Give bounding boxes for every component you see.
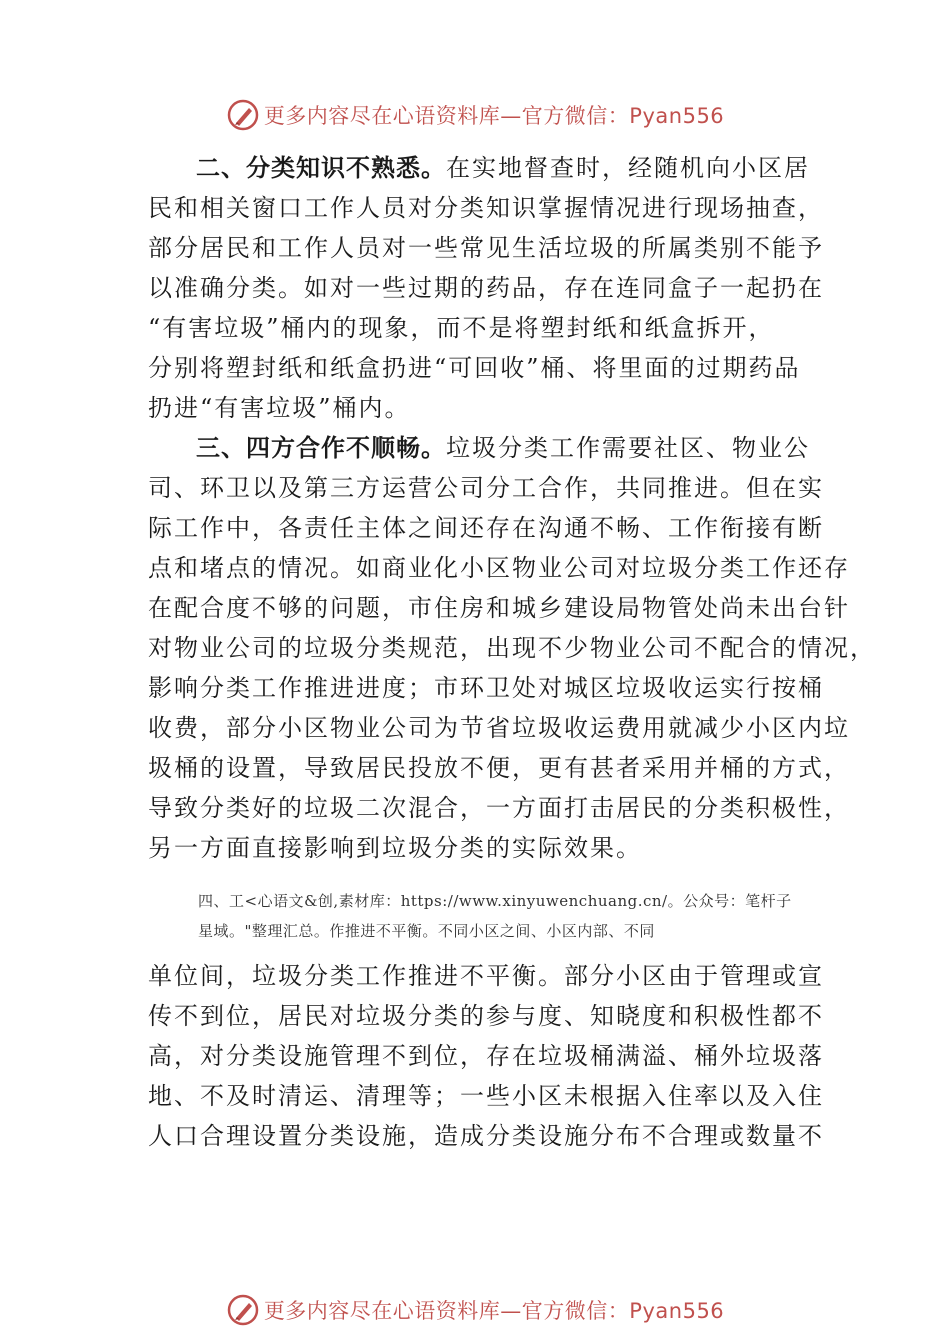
section-3-paragraph — [148, 428, 876, 868]
watermark-text: 更多内容尽在心语资料库—官方微信：Pyan556 — [263, 104, 725, 128]
footer-watermark — [0, 1290, 950, 1330]
pen-seal-icon — [226, 98, 260, 132]
section-2-line: 以准确分类。如对一些过期的药品，存在连同盒子一起扔在 — [148, 274, 824, 302]
section-3-line: 另一方面直接影响到垃圾分类的实际效果。 — [148, 834, 642, 862]
section-4-line: 传不到位，居民对垃圾分类的参与度、知晓度和积极性都不 — [148, 1002, 824, 1030]
section-2-line: 民和相关窗口工作人员对分类知识掌握情况进行现场抽查， — [148, 194, 824, 222]
section-3-line: 在配合度不够的问题，市住房和城乡建设局物管处尚未出台针 — [148, 594, 850, 622]
section-4-line: 地、不及时清运、清理等；一些小区未根据入住率以及入住 — [148, 1082, 824, 1110]
section-3-line: 圾桶的设置，导致居民投放不便，更有甚者采用并桶的方式， — [148, 754, 850, 782]
section-2-line: 在实地督查时，经随机向小区居 — [446, 154, 810, 182]
section-4-line: 人口合理设置分类设施，造成分类设施分布不合理或数量不 — [148, 1122, 824, 1150]
section-3-line: 际工作中，各责任主体之间还存在沟通不畅、工作衔接有断 — [148, 514, 824, 542]
section-2-line: 扔进“有害垃圾”桶内。 — [148, 394, 411, 422]
watermark-text: 更多内容尽在心语资料库—官方微信：Pyan556 — [263, 1299, 725, 1323]
section-3-line: 司、环卫以及第三方运营公司分工合作，共同推进。但在实 — [148, 474, 824, 502]
pen-seal-icon — [226, 1293, 260, 1327]
section-2-line: 部分居民和工作人员对一些常见生活垃圾的所属类别不能予 — [148, 234, 824, 262]
section-4-paragraph — [148, 956, 838, 1156]
header-watermark — [0, 95, 950, 135]
section-2-line: 分别将塑封纸和纸盒扔进“可回收”桶、将里面的过期药品 — [148, 354, 801, 382]
section-3-line: 收费，部分小区物业公司为节省垃圾收运费用就减少小区内垃 — [148, 714, 850, 742]
section-2-paragraph — [148, 148, 838, 428]
section-2-line: “有害垃圾”桶内的现象，而不是将塑封纸和纸盒拆开， — [148, 314, 775, 342]
section-4-source-note — [198, 886, 838, 946]
document-body — [148, 148, 876, 1156]
section-4-line: 单位间，垃圾分类工作推进不平衡。部分小区由于管理或宣 — [148, 962, 824, 990]
section-3-line: 对物业公司的垃圾分类规范，出现不少物业公司不配合的情况， — [148, 634, 876, 662]
section-3-line: 影响分类工作推进进度；市环卫处对城区垃圾收运实行按桶 — [148, 674, 824, 702]
section-4-line: 高，对分类设施管理不到位，存在垃圾桶满溢、桶外垃圾落 — [148, 1042, 824, 1070]
section-3-line: 点和堵点的情况。如商业化小区物业公司对垃圾分类工作还存 — [148, 554, 850, 582]
source-note-line: 星域。"整理汇总。作推进不平衡。不同小区之间、小区内部、不同 — [198, 922, 655, 940]
section-3-line: 导致分类好的垃圾二次混合，一方面打击居民的分类积极性， — [148, 794, 850, 822]
section-2-heading: 二、分类知识不熟悉。 — [196, 154, 446, 182]
section-3-line: 垃圾分类工作需要社区、物业公 — [446, 434, 810, 462]
section-3-heading: 三、四方合作不顺畅。 — [196, 434, 446, 462]
source-note-line: 四、工<心语文&创,素材库：https://www.xinyuwenchuang.cn/。公众号：笔杆子 — [198, 892, 792, 910]
